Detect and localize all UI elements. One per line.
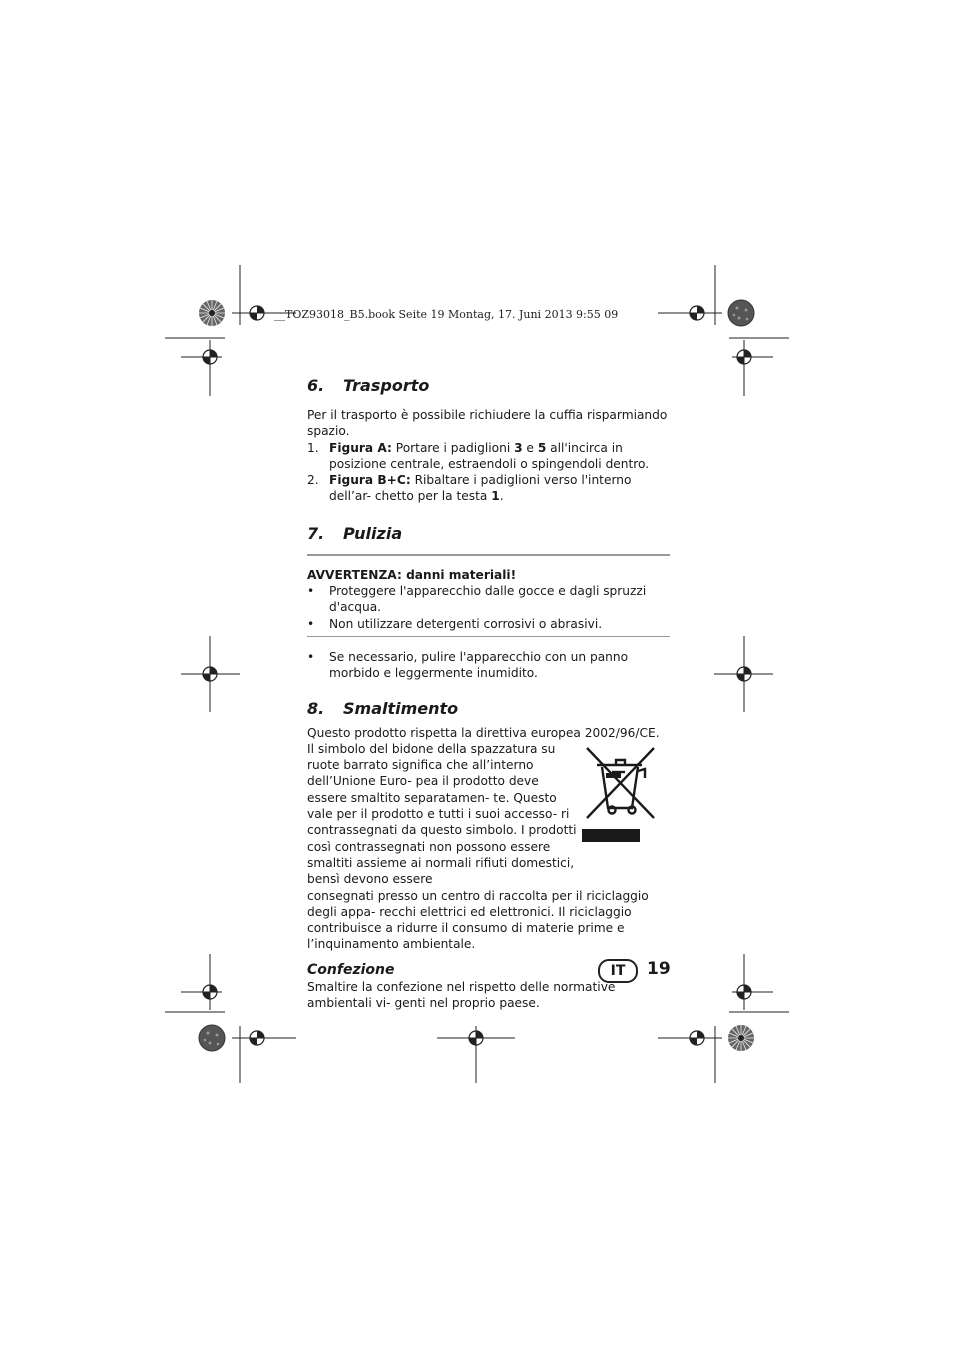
part-ref: 1 (491, 489, 500, 504)
warning-title: AVVERTENZA: danni materiali! (307, 567, 517, 582)
section-number: 8. (307, 698, 325, 718)
list-item (307, 649, 670, 682)
bullet: • (307, 584, 315, 599)
step-text: Portare i padiglioni (391, 440, 515, 455)
page-content (307, 372, 670, 1011)
disposal-block (307, 741, 670, 888)
figure-label: Figura B+C: (329, 473, 411, 488)
warning-text: Proteggere l'apparecchio dalle gocce e dagli spruzzi d'acqua. (329, 584, 647, 615)
cleaning-list (307, 649, 670, 682)
step-text: Ribaltare i padiglioni verso l'interno dell’ar- chetto per la testa (329, 473, 632, 504)
transport-intro: Per il trasporto è possibile richiudere la cuffia risparmiando spazio. (307, 408, 668, 439)
list-marker: 2. (307, 473, 319, 488)
bullet: • (307, 616, 315, 631)
language-badge: IT (598, 959, 638, 983)
list-marker: 1. (307, 440, 319, 455)
part-ref: 5 (537, 440, 547, 455)
section-title: Trasporto (343, 376, 430, 395)
page-number: 19 (647, 959, 671, 979)
figure-label: Figura A: (329, 440, 392, 455)
print-header: __TOZ93018_B5.book Seite 19 Montag, 17. Juni 2013 9:55 09 (274, 308, 619, 321)
warning-text: Non utilizzare detergenti corrosivi o abrasivi. (329, 616, 603, 631)
disposal-text-continued: consegnati presso un centro di raccolta per il riciclaggio degli appa- recchi elettrici ed elettronici. Il riciclaggio contribuisce a ridurre il consumo di materie prime e l’inquinamento ambientale. (307, 888, 649, 952)
section-transport (307, 376, 670, 505)
section-heading (307, 699, 670, 719)
crossed-out-bin-icon (582, 745, 662, 849)
section-title: Pulizia (343, 523, 403, 543)
warning-list (307, 583, 670, 632)
section-cleaning (307, 524, 670, 682)
warning-bottom-rule (307, 636, 670, 637)
packaging-text: Smaltire la confezione nel rispetto delle normative ambientali vi- genti nel proprio paese. (307, 979, 616, 1011)
list-item (307, 616, 670, 632)
disposal-intro: Questo prodotto rispetta la direttiva europea 2002/96/CE. (307, 725, 660, 740)
cleaning-text: Se necessario, pulire l'apparecchio con un panno morbido e leggermente inumidito. (329, 649, 629, 681)
section-number: 7. (307, 523, 325, 543)
packaging-heading: Confezione (307, 961, 395, 978)
step-text: e (522, 440, 538, 455)
list-item (307, 472, 670, 505)
section-heading (307, 524, 670, 544)
list-item (307, 583, 670, 616)
step-text: . (499, 489, 504, 504)
step-text: all'incirca in posizione centrale, estraendoli o spingendoli dentro. (329, 440, 650, 471)
bullet: • (307, 649, 315, 664)
section-heading (307, 376, 670, 396)
disposal-text: Il simbolo del bidone della spazzatura su ruote barrato significa che all’interno dell’Unione Euro- pea il prodotto deve essere smaltito separatamen- te. Questo vale per il prodotto e tutti i suoi accesso- ri contrassegnati da questo simbolo. I prodotti così contrassegnati non possono essere smaltiti assieme ai normali rifiuti domestici, bensì devono essere (307, 741, 577, 887)
warning-box (307, 556, 670, 632)
section-number: 6. (307, 376, 325, 395)
part-ref: 3 (514, 440, 523, 455)
list-item (307, 440, 670, 473)
transport-steps (307, 440, 670, 505)
section-title: Smaltimento (343, 698, 459, 718)
